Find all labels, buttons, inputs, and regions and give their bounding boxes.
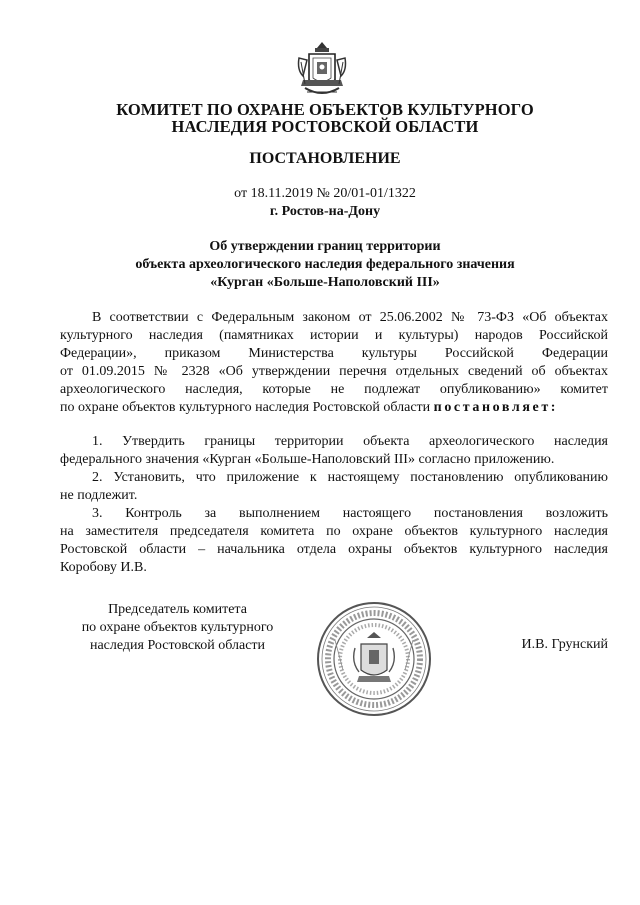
item-1-line-2: федерального значения «Курган «Больше-Наполовский III» согласно приложению. — [60, 452, 555, 467]
city: г. Ростов-на-Дону — [269, 204, 381, 219]
item-3-line-1: 3. Контроль за выполнением настоящего постановления возложить — [92, 506, 608, 521]
item-1-line-1: 1. Утвердить границы территории объекта археологического наследия — [92, 434, 608, 449]
organization-title-line-1: КОМИТЕТ ПО ОХРАНЕ ОБЪЕКТОВ КУЛЬТУРНОГО — [116, 100, 534, 119]
subject-line-1: Об утверждении границ территории — [209, 239, 441, 254]
official-seal-stamp — [315, 600, 433, 718]
signatory-name: И.В. Грунский — [521, 637, 608, 652]
item-2-line-1: 2. Установить, что приложение к настоящему постановлению опубликованию — [92, 470, 608, 485]
preamble-line-5: археологического наследия, которые не подлежат опубликованию» комитет — [60, 382, 608, 397]
organization-title-line-2: НАСЛЕДИЯ РОСТОВСКОЙ ОБЛАСТИ — [171, 117, 479, 136]
coat-of-arms-emblem — [293, 40, 351, 102]
subject-line-3: «Курган «Больше-Наполовский III» — [210, 275, 440, 290]
resolves-word: постановляет: — [433, 400, 559, 415]
signatory-position-line-2: по охране объектов культурного — [81, 620, 274, 635]
date-and-number: от 18.11.2019 № 20/01-01/1322 — [234, 186, 416, 201]
preamble-line-4: от 01.09.2015 № 2328 «Об утверждении перечня отдельных сведений об объектах — [60, 364, 608, 379]
signatory-position-line-3: наследия Ростовской области — [89, 638, 266, 653]
subject-line-2: объекта археологического наследия федерального значения — [135, 257, 515, 272]
preamble-line-6-text: по охране объектов культурного наследия Ростовской области — [60, 400, 431, 415]
preamble-line-1: В соответствии с Федеральным законом от 25.06.2002 № 73-ФЗ «Об объектах — [92, 310, 608, 325]
item-3-line-4: Коробову И.В. — [60, 560, 147, 575]
item-2-line-2: не подлежит. — [60, 488, 138, 503]
item-3-line-2: на заместителя председателя комитета по охране объектов культурного наследия — [60, 524, 608, 539]
preamble-line-3: Федерации», приказом Министерства культуры Российской Федерации — [60, 346, 608, 361]
document-type: ПОСТАНОВЛЕНИЕ — [249, 150, 401, 167]
item-3-line-3: Ростовской области – начальника отдела охраны объектов культурного наследия — [60, 542, 608, 557]
signatory-position-line-1: Председатель комитета — [108, 602, 247, 617]
preamble-line-6 — [60, 399, 608, 417]
preamble-line-2: культурного наследия (памятниках истории и культуры) народов Российской — [60, 328, 608, 343]
